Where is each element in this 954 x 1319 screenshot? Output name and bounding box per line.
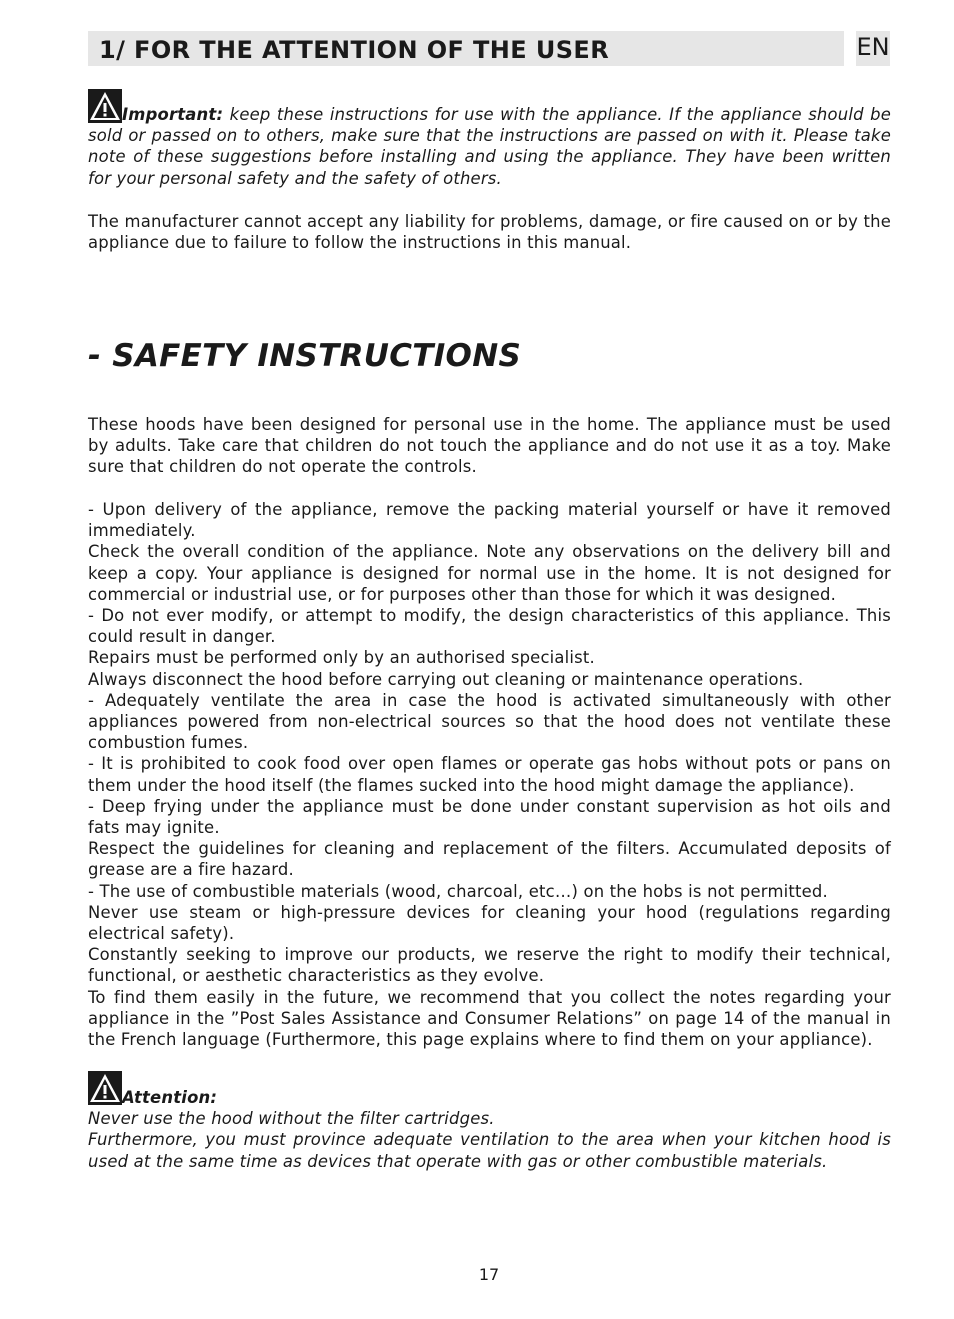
- safety-paragraph: Constantly seeking to improve our products, we reserve the right to modify their technical, functional, or aesthetic characteristics as they evolve.: [88, 945, 891, 986]
- attention-label: Attention:: [122, 1088, 218, 1107]
- attention-line-1: Never use the hood without the filter cartridges.: [88, 1109, 495, 1129]
- section-heading: - SAFETY INSTRUCTIONS: [88, 338, 522, 374]
- safety-paragraph: Check the overall condition of the appliance. Note any observations on the delivery bill and keep a copy. Your appliance is designed for normal use in the home. It is not designed for commercial or industrial use, or for purposes other than those for which it was designed.: [88, 542, 891, 604]
- safety-paragraph: Never use steam or high-pressure devices for cleaning your hood (regulations regarding electrical safety).: [88, 902, 891, 944]
- safety-paragraph: To find them easily in the future, we recommend that you collect the notes regarding your appliance in the ”Post Sales Assistance and Consumer Relations” on page 14 of the manual in the French language (Furthermore, this page explains where to find them on your appliance).: [88, 987, 891, 1050]
- safety-paragraph: Respect the guidelines for cleaning and replacement of the filters. Accumulated deposits of grease are a fire hazard.: [88, 839, 891, 880]
- safety-paragraph: - It is prohibited to cook food over open flames or operate gas hobs without pots or pans on them under the hood itself (the flames sucked into the hood might damage the appliance).: [88, 754, 891, 795]
- page-number: 17: [478, 1265, 500, 1284]
- safety-paragraph: Always disconnect the hood before carrying out cleaning or maintenance operations.: [88, 669, 804, 689]
- safety-paragraph: - Upon delivery of the appliance, remove the packing material yourself or have it removed immediately.: [88, 500, 891, 541]
- important-notice: [88, 104, 891, 189]
- safety-paragraph: - The use of combustible materials (wood, charcoal, etc…) on the hobs is not permitted.: [88, 881, 828, 901]
- page-title: 1/ FOR THE ATTENTION OF THE USER: [99, 36, 610, 64]
- safety-intro-paragraph: These hoods have been designed for personal use in the home. The appliance must be used by adults. Take care that children do not touch the appliance and do not use it as a toy. Make sure that children do not operate the controls.: [88, 415, 891, 477]
- attention-line-2: Furthermore, you must province adequate ventilation to the area when your kitchen hood is used at the same time as devices that operate with gas or other combustible materials.: [88, 1130, 891, 1171]
- safety-instructions-list: [88, 499, 891, 1050]
- important-text: keep these instructions for use with the appliance. If the appliance should be sold or passed on to others, make sure that the instructions are passed on with it. Please take note of these suggestions before installing and using the appliance. They have been written for your personal safety and the safety of others.: [88, 105, 891, 188]
- liability-paragraph: The manufacturer cannot accept any liability for problems, damage, or fire caused on or by the appliance due to failure to follow the instructions in this manual.: [88, 212, 891, 253]
- safety-paragraph: Repairs must be performed only by an authorised specialist.: [88, 648, 595, 668]
- safety-paragraph: - Adequately ventilate the area in case the hood is activated simultaneously with other appliances powered from non-electrical sources so that the hood does not ventilate these combustion fumes.: [88, 690, 891, 753]
- important-label: Important:: [122, 105, 224, 124]
- attention-notice: [88, 1087, 891, 1172]
- safety-paragraph: - Do not ever modify, or attempt to modify, the design characteristics of this appliance. This could result in danger.: [88, 606, 891, 647]
- language-tag: EN: [856, 31, 890, 66]
- safety-paragraph: - Deep frying under the appliance must be done under constant supervision as hot oils and fats may ignite.: [88, 796, 891, 838]
